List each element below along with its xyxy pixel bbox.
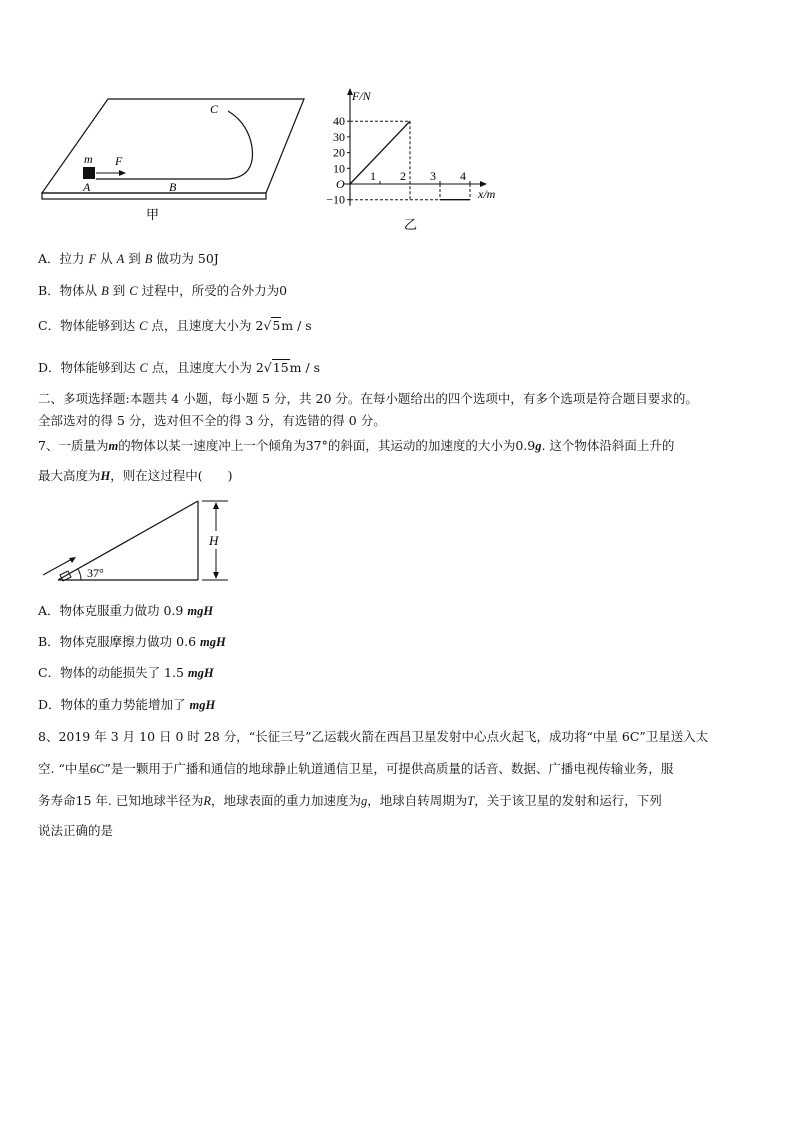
var-6C: 6C <box>89 762 105 776</box>
var-mgH: mgH <box>200 635 226 649</box>
block-m <box>83 167 95 179</box>
var-T: T <box>467 794 475 808</box>
var-g: g <box>360 794 368 808</box>
var-mgH: mgH <box>189 698 216 712</box>
option-a-prefix: A．拉力 <box>38 251 85 266</box>
y-tick-label: 10 <box>333 161 345 176</box>
y-tick-label: −10 <box>326 192 345 207</box>
height-label: H <box>209 533 219 548</box>
height-arrowhead-down <box>213 572 219 579</box>
var-m: m <box>108 439 119 453</box>
caption-jia: 甲 <box>146 207 160 222</box>
figure-incline <box>38 495 238 590</box>
q7-text2: 的物体以某一速度冲上一个倾角为37°的斜面，其运动的加速度的大小为0.9 <box>118 438 536 453</box>
label-B: B <box>169 180 177 194</box>
figure-yi-chart <box>320 85 520 235</box>
x-tick-label: 4 <box>460 169 466 183</box>
q6-option-c <box>38 318 312 334</box>
q7-option-d <box>38 697 215 713</box>
option-d-radicand: 15 <box>272 360 289 375</box>
origin-label: O <box>336 177 345 191</box>
force-arrowhead <box>119 170 126 176</box>
option-d-text: 点，且速度大小为 <box>151 360 252 375</box>
q6-option-b <box>38 283 287 299</box>
q7-text4: 最大高度为 <box>38 468 101 483</box>
var-B: B <box>144 252 153 266</box>
var-A: A <box>116 252 125 266</box>
q7-option-c <box>38 665 214 681</box>
q8-text4: ，地球表面的重力加速度为 <box>210 793 361 808</box>
var-H: H <box>100 469 111 483</box>
y-axis-label: F/N <box>352 89 371 103</box>
option-a-value: 50J <box>197 251 219 266</box>
option-c-text: C．物体的动能损失了 1.5 <box>38 665 184 680</box>
option-b-prefix: B．物体从 <box>38 283 98 298</box>
x-tick-label: 2 <box>400 169 406 183</box>
chart-ticks <box>326 114 470 207</box>
q8-line2 <box>38 761 673 777</box>
label-F: F <box>115 154 123 168</box>
q7-text3: . 这个物体沿斜面上升的 <box>541 438 675 453</box>
x-tick-label: 1 <box>370 169 376 183</box>
q8-text: 空. “中星 <box>38 761 90 776</box>
var-F: F <box>88 252 97 266</box>
var-R: R <box>203 794 211 808</box>
figure-jia <box>38 95 308 230</box>
var-mgH: mgH <box>187 666 214 680</box>
q7-option-b <box>38 634 226 650</box>
q7-line2 <box>38 468 233 484</box>
var-B: B <box>101 284 109 298</box>
angle-arc <box>78 569 81 580</box>
y-tick-label: 40 <box>333 114 345 129</box>
option-d-text: D．物体的重力势能增加了 <box>38 697 186 712</box>
table-edge <box>42 193 266 199</box>
caption-yi: 乙 <box>404 217 418 232</box>
label-A: A <box>83 180 91 194</box>
chart-guide-lines <box>350 121 470 200</box>
q8-text5: ，地球自转周期为 <box>367 793 468 808</box>
q8-line3 <box>38 793 662 809</box>
option-d-prefix: D．物体能够到达 <box>38 360 136 375</box>
velocity-arrow <box>43 559 72 575</box>
height-arrowhead-up <box>213 502 219 509</box>
var-C: C <box>139 319 148 333</box>
option-a-text3: 做功为 <box>156 251 194 266</box>
label-C: C <box>210 102 219 116</box>
q6-option-d <box>38 360 320 376</box>
section2-line1: 二、多项选择题:本题共 4 小题，每小题 5 分，共 20 分。在每小题给出的四个选项中，有多个选项是符合题目要求的。 <box>38 391 698 406</box>
chart-axes <box>344 88 487 206</box>
section2-line2: 全部选对的得 5 分，选对但不全的得 3 分，有选错的得 0 分。 <box>38 413 386 428</box>
var-g: g <box>535 439 542 453</box>
q7-text5: ，则在这过程中( ) <box>110 468 233 483</box>
sqrt-sign: √5 <box>263 318 281 333</box>
option-d-unit: m / s <box>289 360 321 375</box>
q7-text: 7、一质量为 <box>38 438 109 453</box>
option-b-text2: 过程中，所受的合外力为0 <box>141 283 288 298</box>
track-path <box>96 111 253 179</box>
q8-text3: 务寿命15 年. 已知地球半径为 <box>38 793 204 808</box>
option-c-coef: 2 <box>255 318 264 333</box>
y-tick-label: 30 <box>333 129 345 144</box>
var-C: C <box>129 284 138 298</box>
q8-text6: ，关于该卫星的发射和运行，下列 <box>474 793 662 808</box>
q8-line1: 8、2019 年 3 月 10 日 0 时 28 分，“长征三号”乙运载火箭在西昌卫星发射中心点火起飞，成功将“中星 6C”卫星送入太 <box>38 729 709 744</box>
incline-slope <box>58 501 198 580</box>
option-a-text: A．物体克服重力做功 0.9 <box>38 603 184 618</box>
y-tick-label: 20 <box>333 145 345 160</box>
option-a-text2: 到 <box>128 251 141 266</box>
option-c-text: 点，且速度大小为 <box>151 318 252 333</box>
angle-label: 37° <box>87 566 104 580</box>
option-c-prefix: C．物体能够到达 <box>38 318 136 333</box>
option-b-text: B．物体克服摩擦力做功 0.6 <box>38 634 197 649</box>
q7-option-a <box>38 603 213 619</box>
option-c-unit: m / s <box>281 318 312 333</box>
q8-line4: 说法正确的是 <box>38 823 114 838</box>
q6-option-a <box>38 251 219 267</box>
option-d-coef: 2 <box>255 360 264 375</box>
var-mgH: mgH <box>187 604 214 618</box>
var-C: C <box>139 361 148 375</box>
option-c-radicand: 5 <box>272 318 281 333</box>
option-b-text: 到 <box>112 283 126 298</box>
q8-text2: ”是一颗用于广播和通信的地球静止轨道通信卫星，可提供高质量的话音、数据、广播电视传输业务，服 <box>104 761 674 776</box>
label-m: m <box>84 152 93 166</box>
sqrt-sign: √15 <box>263 360 289 375</box>
option-a-text: 从 <box>100 251 113 266</box>
x-tick-label: 3 <box>430 169 436 183</box>
q7-line1 <box>38 438 674 454</box>
x-axis-label: x/m <box>478 187 496 201</box>
